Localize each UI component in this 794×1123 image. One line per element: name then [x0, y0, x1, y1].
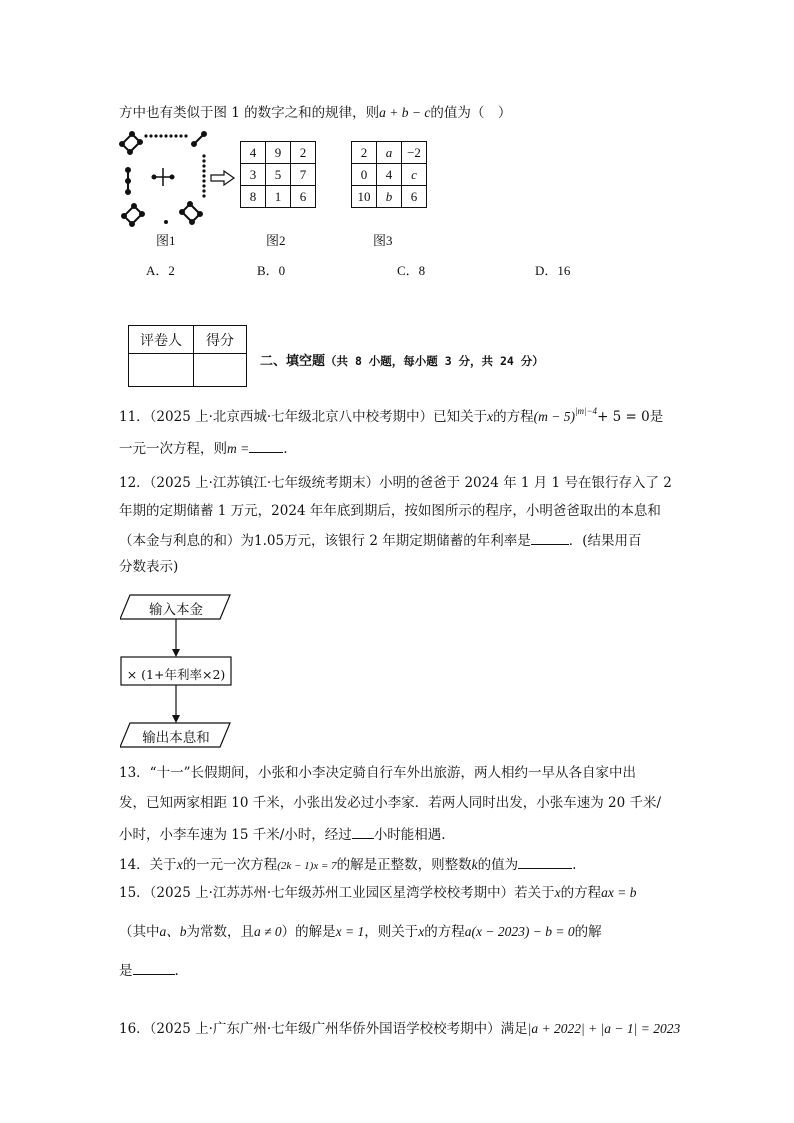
q13-line3: 小时，小李车速为 15 千米/小时，经过 小时能相遇.: [119, 824, 446, 844]
fig3-cell: a: [377, 142, 402, 164]
q11-line1: 11．（2025 上·北京西城·七年级北京八中校考期中）已知关于x的方程$(m - 5)^{|m|-4}+ 5 = 0$是: [119, 406, 664, 425]
fig3-cell: 6: [402, 186, 427, 208]
fig3-cell: b: [377, 186, 402, 208]
fig2-cell: 1: [266, 186, 291, 208]
grading-table: [128, 325, 247, 387]
q12-answer-blank[interactable]: [531, 530, 569, 545]
q11-answer-blank[interactable]: [249, 438, 283, 453]
flow-output-label: 输出本息和: [142, 730, 210, 746]
section-title: 二、填空题: [260, 354, 326, 369]
fig2-cell: 9: [266, 142, 291, 164]
score-header: 得分: [194, 326, 247, 354]
fig3-cell: 10: [352, 186, 377, 208]
figure-2-grid: [240, 141, 316, 208]
fig2-cell: 4: [241, 142, 266, 164]
q12-line4: 分数表示): [119, 559, 179, 575]
grader-header: 评卷人: [129, 326, 194, 354]
q15-line3: 是 .: [119, 960, 179, 980]
q13-line2: 发，已知两家相距 10 千米，小张出发必过小李家．若两人同时出发，小张车速为 20 千米/: [119, 795, 662, 811]
figure-3-caption: 图3: [373, 233, 393, 248]
q15-line1: 15．（2025 上·江苏苏州·七年级苏州工业园区星湾学校校考期中）若关于x的方程ax = b: [119, 885, 637, 901]
fig2-cell: 5: [266, 164, 291, 186]
option-d[interactable]: D．16: [535, 263, 571, 278]
q13-answer-blank[interactable]: [352, 824, 374, 839]
fig2-cell: 3: [241, 164, 266, 186]
grader-cell[interactable]: [129, 354, 194, 387]
flow-process-label: × (1+年利率×2): [126, 667, 226, 682]
fig2-cell: 6: [291, 186, 316, 208]
q11-line2: 一元一次方程，则m = .: [119, 438, 288, 458]
q10-intro: 方中也有类似于图 1 的数字之和的规律，则a + b − c的值为（ ）: [119, 105, 512, 121]
q12-line2: 年期的定期储蓄 1 万元，2024 年年底到期后，按如图所示的程序，小明爸爸取出的本息和: [119, 503, 661, 519]
fig2-cell: 7: [291, 164, 316, 186]
section-heading: [260, 350, 544, 369]
figure-2-caption: 图2: [266, 233, 286, 248]
option-a[interactable]: A．2: [146, 263, 175, 278]
q13-line1: 13．“十一”长假期间，小张和小李决定骑自行车外出旅游，两人相约一早从各自家中出: [119, 765, 636, 781]
q15-line2: （其中a、b为常数，且a ≠ 0）的解是x = 1，则关于x的方程a(x − 2023) − b = 0的解: [119, 924, 602, 940]
score-cell[interactable]: [194, 354, 247, 387]
right-arrow-icon: [210, 170, 236, 186]
fig3-cell: 4: [377, 164, 402, 186]
option-c[interactable]: C．8: [397, 263, 426, 278]
fig3-cell: 2: [352, 142, 377, 164]
fig3-cell: 0: [352, 164, 377, 186]
q15-answer-blank[interactable]: [133, 960, 175, 975]
figure-3-grid: [351, 141, 427, 208]
q14-answer-blank[interactable]: [518, 854, 572, 869]
fig3-cell: c: [402, 164, 427, 186]
q16-line: 16．（2025 上·广东广州·七年级广州华侨外国语学校校考期中）满足|a + 2022| + |a − 1| = 2023: [119, 1021, 681, 1037]
q14-line: 14．关于x的一元一次方程(2k − 1)x = 7的解是正整数，则整数k的值为 .: [119, 854, 576, 875]
section-note: （共 8 小题，每小题 3 分，共 24 分）: [325, 354, 544, 368]
figure-1-caption: 图1: [156, 233, 176, 248]
fig3-cell: −2: [402, 142, 427, 164]
q12-line3: （本金与利息的和）为1.05万元，该银行 2 年期定期储蓄的年利率是 ．(结果用百: [119, 530, 642, 550]
fig2-cell: 8: [241, 186, 266, 208]
flow-input-label: 输入本金: [149, 602, 203, 618]
option-b[interactable]: B．0: [257, 263, 286, 278]
fig2-cell: 2: [291, 142, 316, 164]
figure-1-dot-pattern: [118, 130, 216, 230]
q12-line1: 12．（2025 上·江苏镇江·七年级统考期末）小明的爸爸于 2024 年 1 月 1 号在银行存入了 2: [119, 475, 672, 491]
